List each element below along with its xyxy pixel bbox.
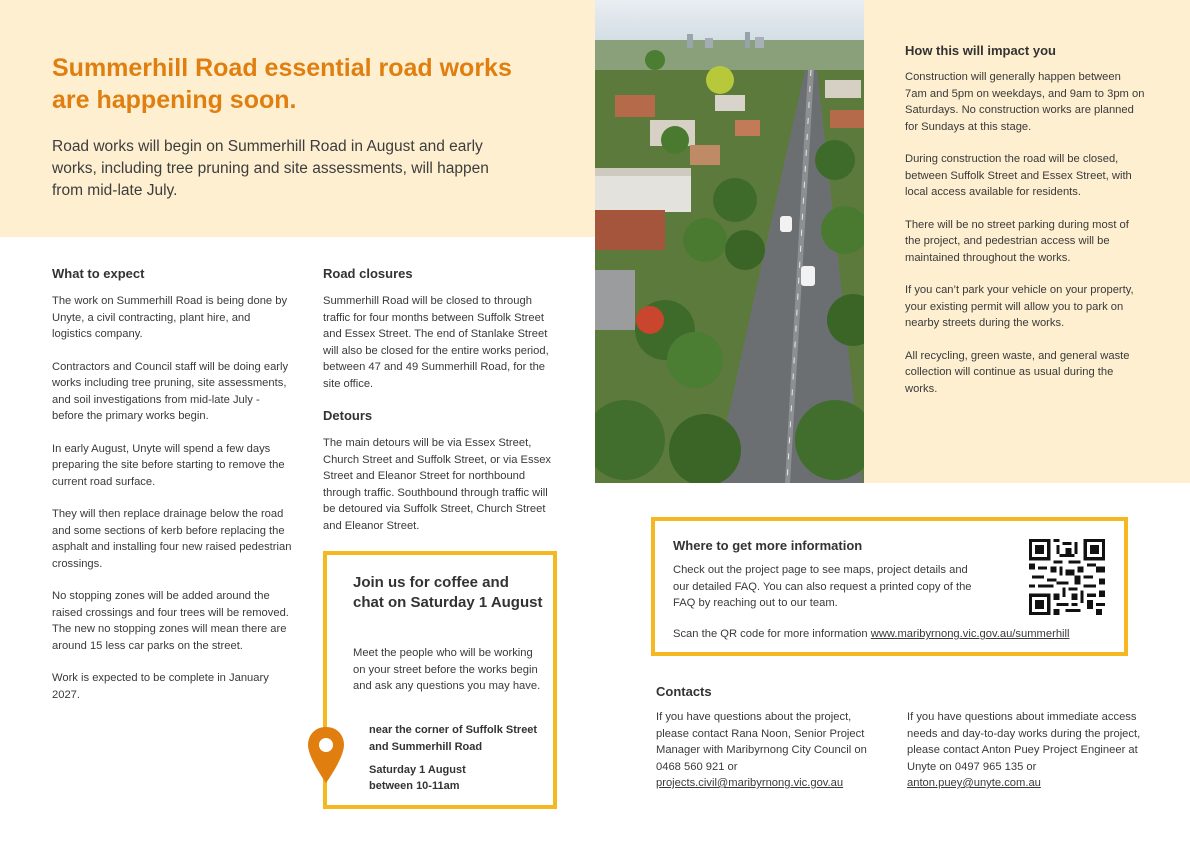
impact-paragraph: If you can’t park your vehicle on your property, your existing permit will allow you to park on nearby streets during the works. <box>905 284 1134 329</box>
council-contact <box>656 709 886 792</box>
unyte-contact-text: If you have questions about immediate access needs and day-to-day works during the project, please contact Anton Puey Project Engineer at Unyte on 0497 965 135 or <box>907 711 1141 773</box>
road-closures-section <box>323 266 558 550</box>
coffee-event-date: Saturday 1 August <box>369 764 466 776</box>
what-to-expect-paragraph: Work is expected to be complete in January 2027. <box>52 672 269 701</box>
what-to-expect-heading: What to expect <box>52 266 145 281</box>
coffee-event-time: between 10-11am <box>369 780 460 792</box>
what-to-expect-paragraph: The work on Summerhill Road is being done by Unyte, a civil contracting, plant hire, and logistics company. <box>52 295 288 340</box>
road-closures-heading: Road closures <box>323 266 413 281</box>
unyte-email-link[interactable]: anton.puey@unyte.com.au <box>907 777 1041 789</box>
page-title: Summerhill Road essential road works are happening soon. <box>52 54 512 114</box>
impact-section <box>905 43 1145 413</box>
more-info-scan-line <box>673 626 1123 642</box>
council-contact-text: If you have questions about the project, please contact Rana Noon, Senior Project Manager with Maribyrnong City Council on 0468 560 921 or <box>656 711 867 773</box>
more-info-text: Check out the project page to see maps, project details and our detailed FAQ. You can also request a printed copy of the FAQ by reaching out to our team. <box>673 564 972 609</box>
detours-text: The main detours will be via Essex Street, Church Street and Suffolk Street, or via Essex Street and Eleanor Street for northbound through traffic. Southbound through traffic will be detoured via Suffolk Street, Church Street and Eleanor Street. <box>323 437 552 532</box>
contacts-heading: Contacts <box>656 684 712 699</box>
impact-paragraph: There will be no street parking during most of the project, and pedestrian access will be maintained throughout the works. <box>905 218 1129 264</box>
aerial-street-illustration <box>595 0 864 483</box>
unyte-contact <box>907 709 1147 792</box>
coffee-event-datetime <box>369 762 549 794</box>
coffee-event-box <box>323 551 557 809</box>
detours-heading: Detours <box>323 408 373 423</box>
impact-paragraph: During construction the road will be closed, between Suffolk Street and Essex Street, with local access available for residents. <box>905 153 1132 198</box>
what-to-expect-paragraph: They will then replace drainage below the road and some sections of kerb before replacing the asphalt and installing four new raised pedestrian crossings. <box>52 508 292 570</box>
what-to-expect-paragraph: No stopping zones will be added around the raised crossings and four trees will be removed. The new no stopping zones will mean there are around 15 less car parks on the street. <box>52 590 289 652</box>
impact-heading: How this will impact you <box>905 43 1056 58</box>
location-pin-icon <box>306 725 346 785</box>
coffee-event-location: near the corner of Suffolk Street and Summerhill Road <box>369 724 538 753</box>
what-to-expect-paragraph: In early August, Unyte will spend a few days preparing the site before starting to remove the current road surface. <box>52 442 285 488</box>
coffee-event-text: Meet the people who will be working on your street before the works begin and ask any questions you may have. <box>353 647 541 692</box>
council-email-link[interactable]: projects.civil@maribyrnong.vic.gov.au <box>656 777 844 789</box>
page-subtitle: Road works will begin on Summerhill Road in August and early works, including tree pruning and site assessments, will happen from mid-late July. <box>52 138 489 199</box>
coffee-event-title: Join us for coffee and chat on Saturday 1 August <box>353 574 543 611</box>
more-info-box <box>651 517 1128 656</box>
project-page-link[interactable]: www.maribyrnong.vic.gov.au/summerhill <box>870 628 1070 640</box>
road-closures-text: Summerhill Road will be closed to through traffic for four months between Suffolk Street and Essex Street. The end of Stanlake Street will also be closed for the entire works period, between 47 and 49 Summerhill Road, for the site office. <box>323 295 549 390</box>
what-to-expect-paragraph: Contractors and Council staff will be doing early works including tree pruning, site assessments, and soil investigations from mid-late July - before the primary works begin. <box>52 360 289 422</box>
what-to-expect-section <box>52 266 292 719</box>
more-info-heading: Where to get more information <box>673 538 863 553</box>
scan-text: Scan the QR code for more information <box>673 628 868 640</box>
impact-paragraph: All recycling, green waste, and general waste collection will continue as usual during the works. <box>905 349 1130 395</box>
qr-code-icon[interactable] <box>1029 539 1105 615</box>
aerial-street-photo <box>595 0 864 483</box>
impact-paragraph: Construction will generally happen between 7am and 5pm on weekdays, and 9am to 3pm on Saturdays. No construction works are planned for Sundays at this stage. <box>905 71 1145 133</box>
